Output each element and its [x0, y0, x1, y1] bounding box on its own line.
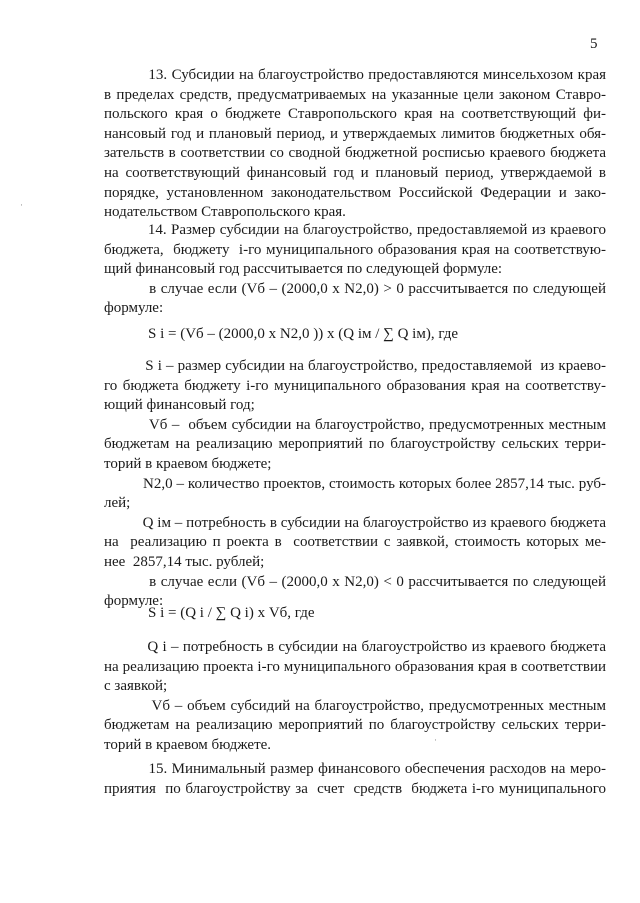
text-line: 14. Размер субсидии на благоустройство, предоставляемой из краевого	[104, 222, 606, 238]
text-line: бюджета, бюджету i-го муниципального образования края на соответствую-	[104, 241, 606, 258]
text-line: на соответствующий финансовый год и плановый период, утверждаемой в	[104, 164, 606, 181]
text-line: зательств в соответствии со сводной бюджетной росписью краевого бюджета	[104, 145, 606, 162]
text-line: на реализацию п роекта в соответствии с заявкой, стоимость которых ме-	[104, 534, 606, 551]
paragraph-14	[104, 221, 606, 319]
text-line: нее 2857,14 тыс. рублей;	[104, 553, 265, 570]
text-line: Vб – объем субсидий на благоустройство, предусмотренных местным	[104, 697, 606, 714]
text-line: го бюджета бюджету i-го муниципального образования края на соответству-	[104, 377, 606, 394]
definitions-case-1	[104, 357, 606, 612]
text-line: в случае если (Vб – (2000,0 х N2,0) > 0 рассчитывается по следующей	[104, 280, 606, 297]
text-line: 15. Минимальный размер финансового обеспечения расходов на меро-	[104, 761, 606, 777]
text-line: лей;	[104, 495, 131, 512]
text-line: приятия по благоустройству за счет средств бюджета i-го муниципального	[104, 780, 606, 797]
text-line: с заявкой;	[104, 678, 168, 695]
text-line: польского края о бюджете Ставропольского края на соответствующий фи-	[104, 106, 606, 123]
text-line: Q iм – потребность в субсидии на благоустройство из краевого бюджета	[104, 514, 606, 531]
text-line: формуле:	[104, 593, 164, 610]
text-line: 13. Субсидии на благоустройство предоставляются минсельхозом края	[104, 67, 606, 83]
text-line: торий в краевом бюджете;	[104, 455, 272, 472]
text-line: N2,0 – количество проектов, стоимость которых более 2857,14 тыс. руб-	[104, 475, 606, 492]
text-line: формуле:	[104, 300, 164, 317]
text-line: нодательством Ставропольского края.	[104, 204, 346, 221]
text-line: порядке, установленном законодательством Российской Федерации и зако-	[104, 184, 606, 201]
text-line: ющий финансовый год;	[104, 397, 255, 414]
text-line: на реализацию проекта i-го муниципального образования края в соответствии	[104, 658, 606, 675]
formula-subsidy-case-1: S i = (Vб – (2000,0 х N2,0 )) х (Q iм / ∑ Q iм), где	[148, 326, 459, 342]
definitions-case-2	[104, 638, 606, 756]
text-line: нансовый год и плановый период, и утверждаемых лимитов бюджетных обя-	[104, 125, 606, 142]
text-line: бюджетам на реализацию мероприятий по благоустройству сельских терри-	[104, 436, 606, 453]
text-line: бюджетам на реализацию мероприятий по благоустройству сельских терри-	[104, 717, 606, 734]
page-number: 5	[590, 36, 598, 52]
scan-dot: ·	[434, 735, 437, 745]
text-line: в случае если (Vб – (2000,0 х N2,0) < 0 рассчитывается по следующей	[104, 573, 606, 590]
text-line: Q i – потребность в субсидии на благоустройство из краевого бюджета	[104, 639, 606, 655]
text-line: торий в краевом бюджете.	[104, 736, 272, 753]
formula-subsidy-case-2: S i = (Q i / ∑ Q i) х Vб, где	[148, 605, 315, 621]
text-line: в пределах средств, предусматриваемых на указанные цели законом Ставро-	[104, 86, 606, 103]
text-line: S i – размер субсидии на благоустройство, предоставляемой из краево-	[104, 358, 606, 374]
text-line: щий финансовый год рассчитывается по следующей формуле:	[104, 261, 503, 278]
scan-dot: ·	[20, 200, 23, 210]
paragraph-13	[104, 66, 606, 223]
text-line: Vб – объем субсидии на благоустройство, предусмотренных местным	[104, 416, 606, 433]
paragraph-15	[104, 760, 606, 799]
